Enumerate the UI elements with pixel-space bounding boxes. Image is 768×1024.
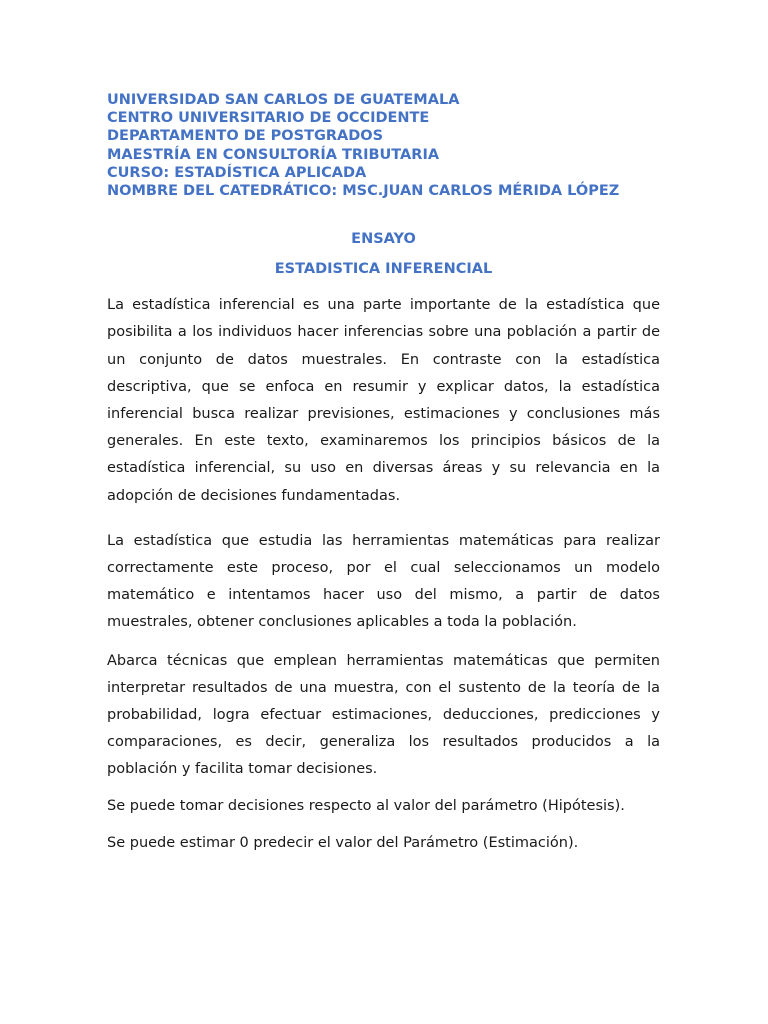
paragraph-scope: Abarca técnicas que emplean herramientas matemáticas que permiten interpretar resultados de una muestra, con el sustento de la teoría de la probabilidad, logra efectuar estimaciones, deducciones, predicciones y comparaciones, es decir, generaliza los resultados producidos a la población y facilita tomar decisiones. [107,652,660,778]
paragraph-hypothesis: Se puede tomar decisiones respecto al valor del parámetro (Hipótesis). [107,797,625,814]
header-course: CURSO: ESTADÍSTICA APLICADA [107,164,367,181]
document-type-title: ENSAYO [351,231,416,248]
header-professor: NOMBRE DEL CATEDRÁTICO: MSC.JUAN CARLOS MÉRIDA LÓPEZ [107,183,620,200]
paragraph-definition: La estadística que estudia las herramientas matemáticas para realizar correctamente este proceso, por el cual seleccionamos un modelo matemático e intentamos hacer uso del mismo, a partir de datos muestrales, obtener conclusiones aplicables a toda la población. [107,532,660,631]
paragraph-estimation: Se puede estimar 0 predecir el valor del Parámetro (Estimación). [107,834,579,851]
paragraph-intro: La estadística inferencial es una parte importante de la estadística que posibilita a los individuos hacer inferencias sobre una población a partir de un conjunto de datos muestrales. En contraste con la estadística descriptiva, que se enfoca en resumir y explicar datos, la estadística inferencial busca realizar previsiones, estimaciones y conclusiones más generales. En este texto, examinaremos los principios básicos de la estadística inferencial, su uso en diversas áreas y su relevancia en la adopción de decisiones fundamentadas. [107,297,660,504]
header-program: MAESTRÍA EN CONSULTORÍA TRIBUTARIA [107,146,440,163]
header-center: CENTRO UNIVERSITARIO DE OCCIDENTE [107,110,430,127]
document-topic-title: ESTADISTICA INFERENCIAL [274,261,493,278]
institution-header [107,91,660,200]
header-university: UNIVERSIDAD SAN CARLOS DE GUATEMALA [107,92,460,108]
header-department: DEPARTAMENTO DE POSTGRADOS [107,128,384,145]
